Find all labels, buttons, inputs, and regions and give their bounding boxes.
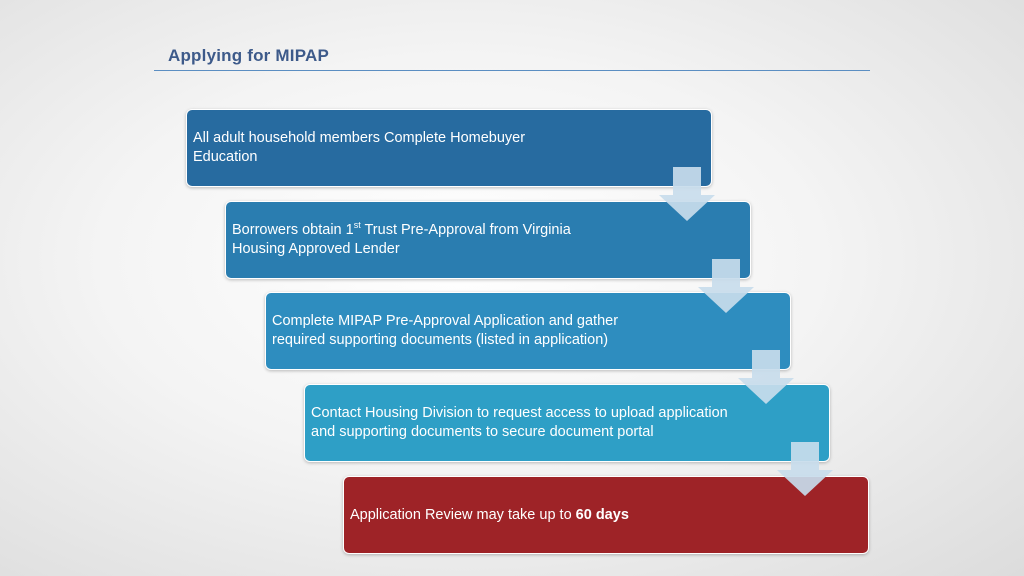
step-3-text: Complete MIPAP Pre-Approval Application and gather required supporting documents (listed in application) — [272, 313, 619, 348]
step-2-text — [232, 221, 600, 259]
step-2-text-end: Trust Pre-Approval from Virginia Housing Approved Lender — [232, 222, 571, 257]
title-divider — [154, 70, 870, 71]
step-2-superscript: st — [353, 220, 361, 231]
down-arrow-icon — [777, 442, 833, 496]
down-arrow-icon — [659, 167, 715, 221]
step-5-text — [350, 506, 629, 525]
step-4-text: Contact Housing Division to request access to upload application and supporting documents to secure document portal — [311, 405, 728, 440]
step-2-text-start: Borrowers obtain 1 — [232, 222, 354, 238]
down-arrow-icon — [738, 350, 794, 404]
step-5-text-start: Application Review may take up to — [350, 506, 576, 523]
step-5-emphasis: 60 days — [575, 506, 629, 523]
step-1-text: All adult household members Complete Homebuyer Education — [193, 130, 526, 165]
slide-title: Applying for MIPAP — [168, 46, 329, 65]
step-1-box — [186, 109, 712, 187]
down-arrow-icon — [698, 259, 754, 313]
